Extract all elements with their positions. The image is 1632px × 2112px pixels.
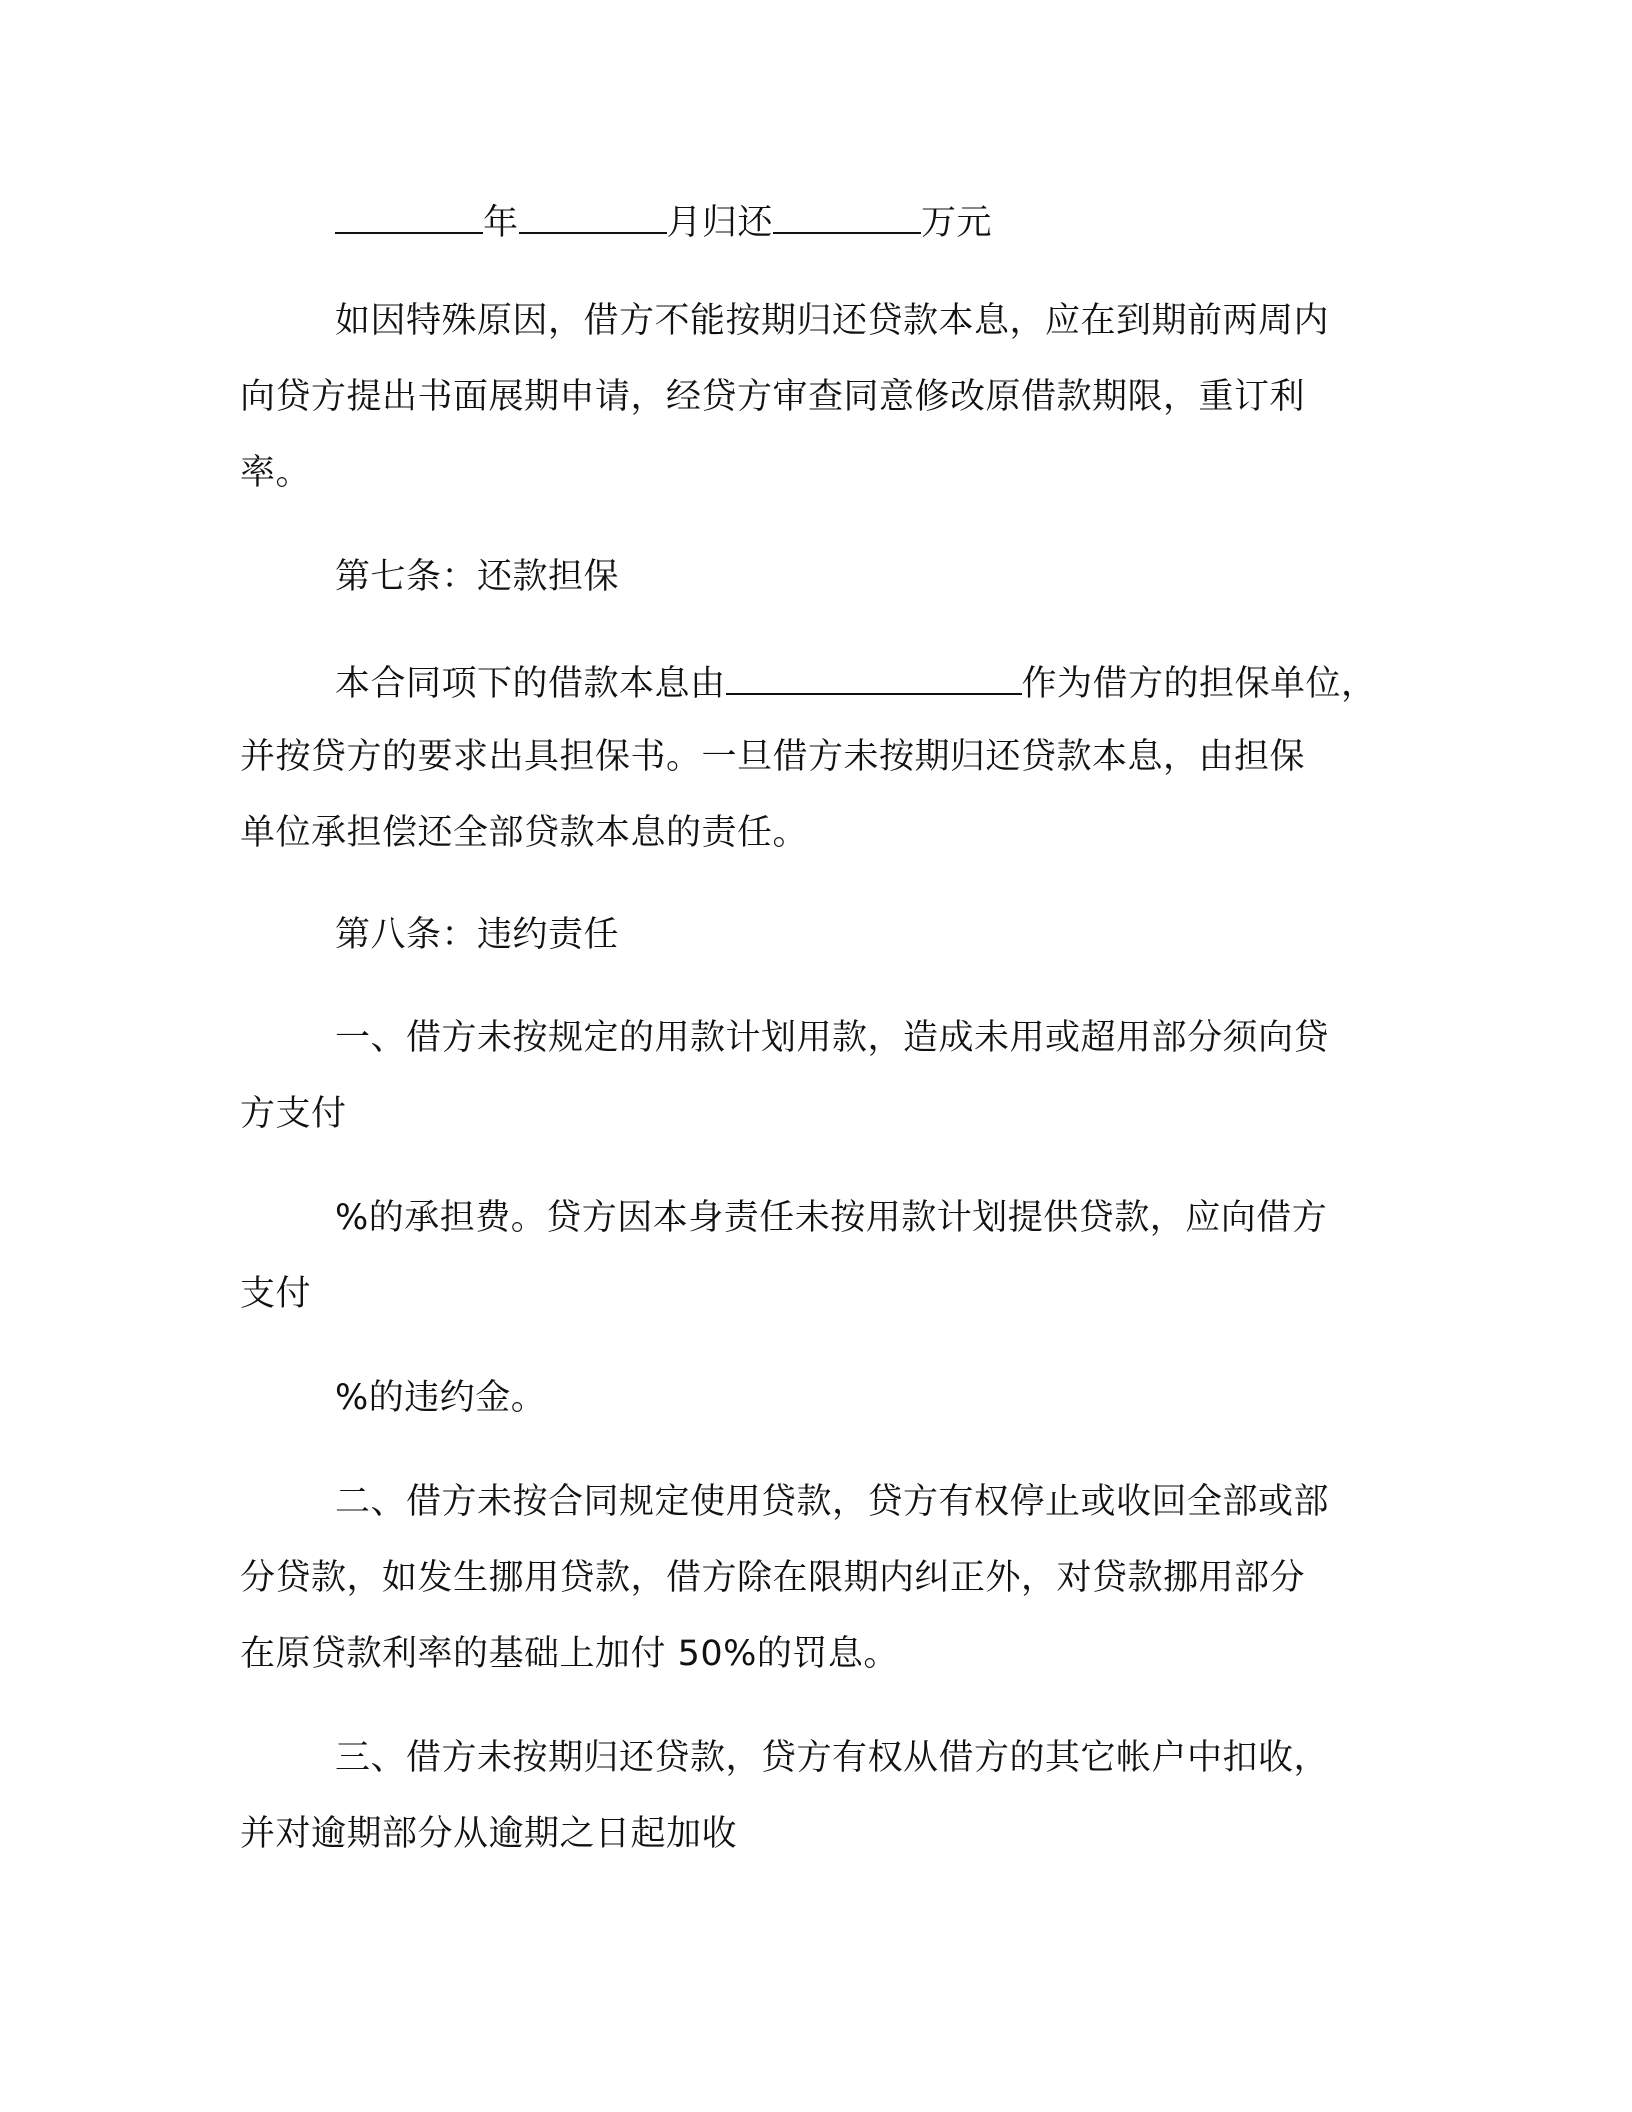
amount-unit: 万元	[921, 203, 993, 243]
clause2-line-1: 二、借方未按合同规定使用贷款，贷方有权停止或收回全部或部	[335, 1482, 1330, 1522]
clause1-line-2: 方支付	[240, 1094, 347, 1134]
month-blank	[519, 198, 667, 234]
article7-heading: 第七条：还款担保	[335, 557, 620, 597]
extension-line-1: 如因特殊原因，借方不能按期归还贷款本息，应在到期前两周内	[335, 301, 1330, 341]
article7-line1-after: 作为借方的担保单位，	[1021, 664, 1377, 704]
repayment-line	[335, 198, 992, 242]
clause1-line-4: 支付	[240, 1274, 312, 1314]
article8-heading: 第八条：违约责任	[335, 915, 620, 955]
guarantor-blank	[726, 659, 1022, 695]
year-label: 年	[483, 203, 519, 243]
clause3-line-2: 并对逾期部分从逾期之日起加收	[240, 1814, 738, 1854]
article7-line-3: 单位承担偿还全部贷款本息的责任。	[240, 813, 809, 853]
article7-line1-before: 本合同项下的借款本息由	[335, 664, 726, 704]
year-blank	[335, 198, 483, 234]
extension-line-3: 率。	[240, 453, 312, 493]
clause2-line-2: 分贷款，如发生挪用贷款，借方除在限期内纠正外，对贷款挪用部分	[240, 1558, 1306, 1598]
clause3-line-1: 三、借方未按期归还贷款，贷方有权从借方的其它帐户中扣收，	[335, 1738, 1330, 1778]
clause1-line-5: %的违约金。	[335, 1378, 547, 1418]
article7-line-2: 并按贷方的要求出具担保书。一旦借方未按期归还贷款本息，由担保	[240, 737, 1306, 777]
month-return-label: 月归还	[666, 203, 774, 243]
amount-blank	[773, 198, 921, 234]
article7-line-1	[335, 659, 1377, 703]
clause1-line-1: 一、借方未按规定的用款计划用款，造成未用或超用部分须向贷	[335, 1018, 1330, 1058]
clause2-line-3: 在原贷款利率的基础上加付 50%的罚息。	[240, 1634, 899, 1674]
extension-line-2: 向贷方提出书面展期申请，经贷方审查同意修改原借款期限，重订利	[240, 377, 1306, 417]
clause1-line-3: %的承担费。贷方因本身责任未按用款计划提供贷款，应向借方	[335, 1198, 1328, 1238]
